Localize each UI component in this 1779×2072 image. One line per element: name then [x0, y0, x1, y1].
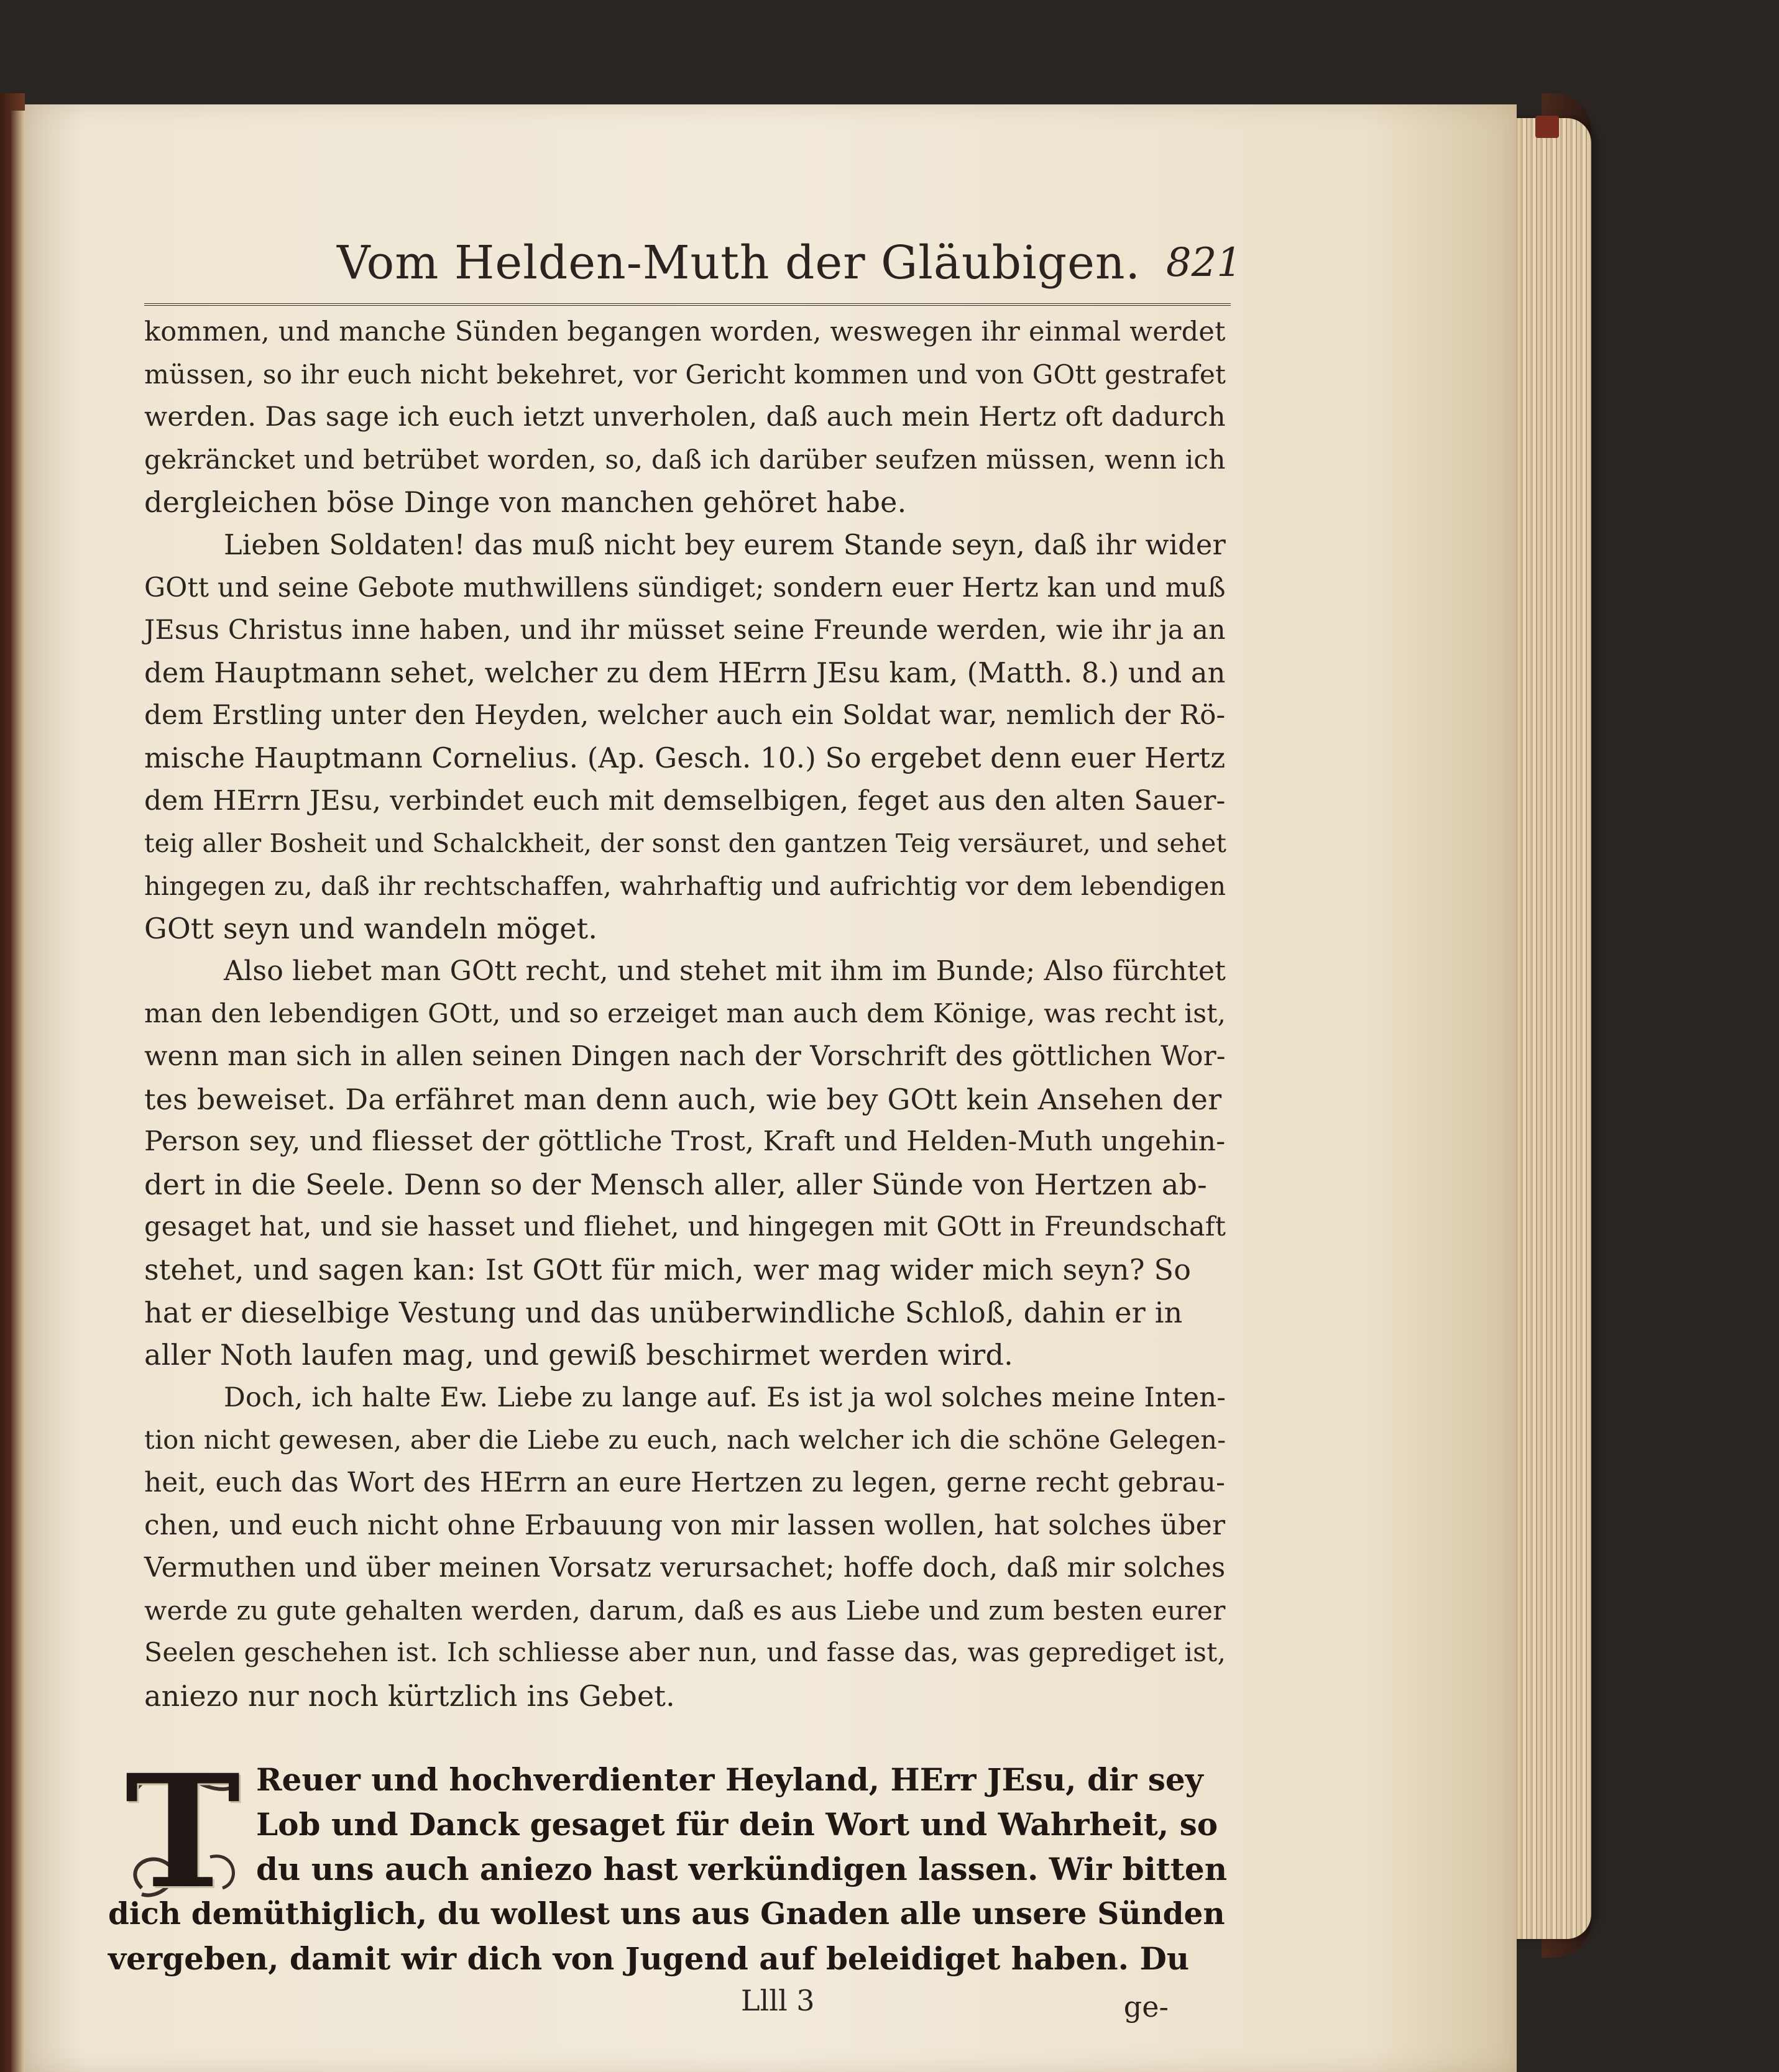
running-head: Vom Helden-Muth der Gläubigen. [337, 236, 1141, 290]
text-line: mische Hauptmann Cornelius. (Ap. Gesch. 10.) So ergebet denn euer Hertz [144, 741, 1226, 774]
text-line: aniezo nur noch kürtzlich ins Gebet. [144, 1679, 675, 1713]
prayer-section [108, 1740, 1231, 1987]
text-line: werde zu gute gehalten werden, darum, daß es aus Liebe und zum besten eurer [144, 1595, 1226, 1626]
text-line: werden. Das sage ich euch ietzt unverholen, daß auch mein Hertz oft dadurch [144, 401, 1226, 433]
text-line: dem Hauptmann sehet, welcher zu dem HErrn JEsu kam, (Matth. 8.) und an [144, 656, 1226, 689]
text-line: aller Noth laufen mag, und gewiß beschirmet werden wird. [144, 1338, 1013, 1372]
text-line: dert in die Seele. Denn so der Mensch aller, aller Sünde von Hertzen ab- [144, 1167, 1207, 1201]
text-line: GOtt und seine Gebote muthwillens sündiget; sondern euer Hertz kan und muß [144, 572, 1226, 603]
prayer-line: Reuer und hochverdienter Heyland, HErr JEsu, dir sey [256, 1761, 1203, 1798]
text-line: gekräncket und betrübet worden, so, daß ich darüber seufzen müssen, wenn ich [144, 444, 1226, 475]
text-line: GOtt seyn und wandeln möget. [144, 912, 598, 946]
text-line: hat er dieselbige Vestung und das unüberwindliche Schloß, dahin er in [144, 1295, 1183, 1329]
text-line: heit, euch das Wort des HErrn an eure Hertzen zu legen, gerne recht gebrau- [144, 1467, 1226, 1499]
text-line: Seelen geschehen ist. Ich schliesse aber nun, und fasse das, was geprediget ist, [144, 1638, 1226, 1669]
prayer-line: vergeben, damit wir dich von Jugend auf beleidiget haben. Du [108, 1940, 1190, 1977]
page-header [144, 230, 1242, 306]
catchword: ge- [1123, 1989, 1169, 2024]
prayer-line: dich demüthiglich, du wollest uns aus Gnaden alle unsere Sünden [108, 1896, 1225, 1932]
text-line: Vermuthen und über meinen Vorsatz verursachet; hoffe doch, daß mir solches [144, 1552, 1226, 1584]
prayer-line: Lob und Danck gesaget für dein Wort und Wahrheit, so [256, 1805, 1218, 1843]
page-number: 821 [1165, 240, 1242, 286]
text-line: JEsus Christus inne haben, und ihr müsset seine Freunde werden, wie ihr ja an [144, 615, 1226, 646]
text-line: stehet, und sagen kan: Ist GOtt für mich, wer mag wider mich seyn? So [144, 1253, 1192, 1287]
page-footer [144, 1984, 1231, 2027]
decorated-initial: T [124, 1740, 241, 1923]
text-line: wenn man sich in allen seinen Dingen nach der Vorschrift des göttlichen Wor- [144, 1041, 1226, 1073]
signature-mark: Llll 3 [741, 1983, 815, 2017]
text-line: tion nicht gewesen, aber die Liebe zu euch, nach welcher ich die schöne Gelegen- [144, 1425, 1226, 1455]
text-line: tes beweiset. Da erfähret man denn auch, wie bey GOtt kein Ansehen der [144, 1082, 1222, 1116]
text-line: Doch, ich halte Ew. Liebe zu lange auf. Es ist ja wol solches meine Inten- [224, 1382, 1226, 1413]
text-line: Person sey, und fliesset der göttliche Trost, Kraft und Helden-Muth ungehin- [144, 1125, 1226, 1158]
text-line: teig aller Bosheit und Schalckheit, der sonst den gantzen Teig versäuret, und sehet [144, 828, 1227, 859]
page-stack-edge [1510, 118, 1591, 1939]
text-line: dem Erstling unter den Heyden, welcher auch ein Soldat war, nemlich der Rö- [144, 700, 1226, 731]
text-line: kommen, und manche Sünden begangen worden, weswegen ihr einmal werdet [144, 316, 1226, 347]
text-line: dergleichen böse Dinge von manchen gehöret habe. [144, 485, 907, 520]
text-line: müssen, so ihr euch nicht bekehret, vor Gericht kommen und von GOtt gestrafet [144, 359, 1226, 390]
text-line: dem HErrn JEsu, verbindet euch mit demselbigen, feget aus den alten Sauer- [144, 784, 1226, 817]
text-line: gesaget hat, und sie hasset und fliehet, und hingegen mit GOtt in Freundschaft [144, 1211, 1226, 1243]
page-text-block [108, 230, 1242, 2027]
text-line: Lieben Soldaten! das muß nicht bey eurem Stande seyn, daß ihr wider [224, 528, 1226, 561]
text-line: hingegen zu, daß ihr rechtschaffen, wahrhaftig und aufrichtig vor dem lebendigen [144, 871, 1226, 901]
text-line: man den lebendigen GOtt, und so erzeiget man auch dem Könige, was recht ist, [144, 998, 1226, 1029]
bookmark-ribbon [1535, 116, 1559, 138]
prayer-line: du uns auch aniezo hast verkündigen lassen. Wir bitten [256, 1850, 1228, 1887]
text-line: Also liebet man GOtt recht, und stehet mit ihm im Bunde; Also fürchtet [224, 955, 1226, 987]
body-text [144, 311, 1231, 1718]
text-line: chen, und euch nicht ohne Erbauung von mir lassen wollen, hat solches über [144, 1509, 1226, 1541]
